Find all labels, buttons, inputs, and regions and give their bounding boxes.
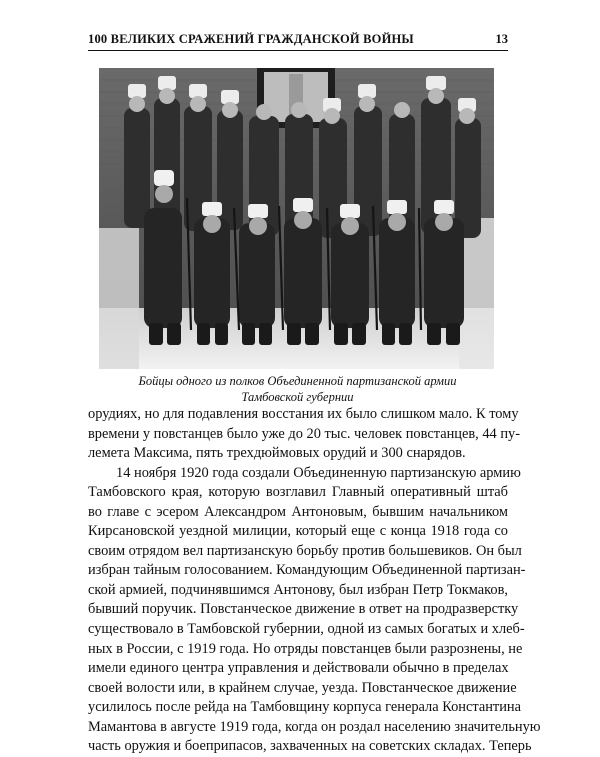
body-line: часть оружия и боеприпасов, захваченных на советских складах. Теперь — [88, 738, 532, 755]
historical-photo — [99, 68, 494, 369]
body-line: времени у повстанцев было уже до 20 тыс. человек повстанцев, 44 пу- — [88, 425, 521, 442]
body-line: ской армией, подчинявшимся Антонову, был избран Петр Токмаков, — [88, 581, 508, 598]
body-text — [88, 405, 541, 757]
body-line: своей волости или, в крайнем случае, уезда. Повстанческое движение — [88, 679, 517, 696]
body-line: лемета Максима, пять трехдюймовых орудий и 300 снарядов. — [88, 445, 466, 462]
photo-of-partisan-group-icon — [99, 68, 494, 369]
body-line: во главе с эсером Александром Антоновым, бывшим начальником — [88, 503, 508, 520]
photo-caption — [100, 373, 495, 405]
body-line: Тамбовского края, которую возглавил Главный оперативный штаб — [88, 484, 508, 501]
body-line: 14 ноября 1920 года создали Объединенную партизанскую армию — [116, 464, 521, 481]
body-line: ных в России, с 1919 года. Но отряды повстанцев были разрознены, не — [88, 640, 523, 657]
body-line: Мамантова в августе 1919 года, когда он роздал населению значительную — [88, 718, 541, 735]
caption-line: Бойцы одного из полков Объединенной партизанской армии — [138, 374, 457, 388]
body-line: бывший поручик. Повстанческое движение в ответ на продразверстку — [88, 601, 519, 618]
header-rule — [88, 50, 508, 51]
body-line: орудиях, но для подавления восстания их было слишком мало. К тому — [88, 406, 519, 422]
body-line: имели единого центра управления и действовали обычно в пределах — [88, 660, 509, 677]
body-line: Кирсановской уездной милиции, который еще с конца 1918 года со — [88, 523, 508, 540]
caption-line: Тамбовской губернии — [241, 390, 354, 404]
page-number: 13 — [495, 32, 508, 46]
body-line: избран тайным голосованием. Командующим Объединенной партизан- — [88, 562, 526, 579]
running-header — [88, 30, 508, 52]
body-line: своим отрядом вел партизанскую борьбу против большевиков. Он был — [88, 542, 522, 559]
body-line: усилилось после рейда на Тамбовщину корпуса генерала Константина — [88, 699, 522, 716]
body-line: существовало в Тамбовской губернии, одной из самых богатых и хлеб- — [88, 621, 525, 638]
book-title: 100 ВЕЛИКИХ СРАЖЕНИЙ ГРАЖДАНСКОЙ ВОЙНЫ — [88, 32, 414, 46]
